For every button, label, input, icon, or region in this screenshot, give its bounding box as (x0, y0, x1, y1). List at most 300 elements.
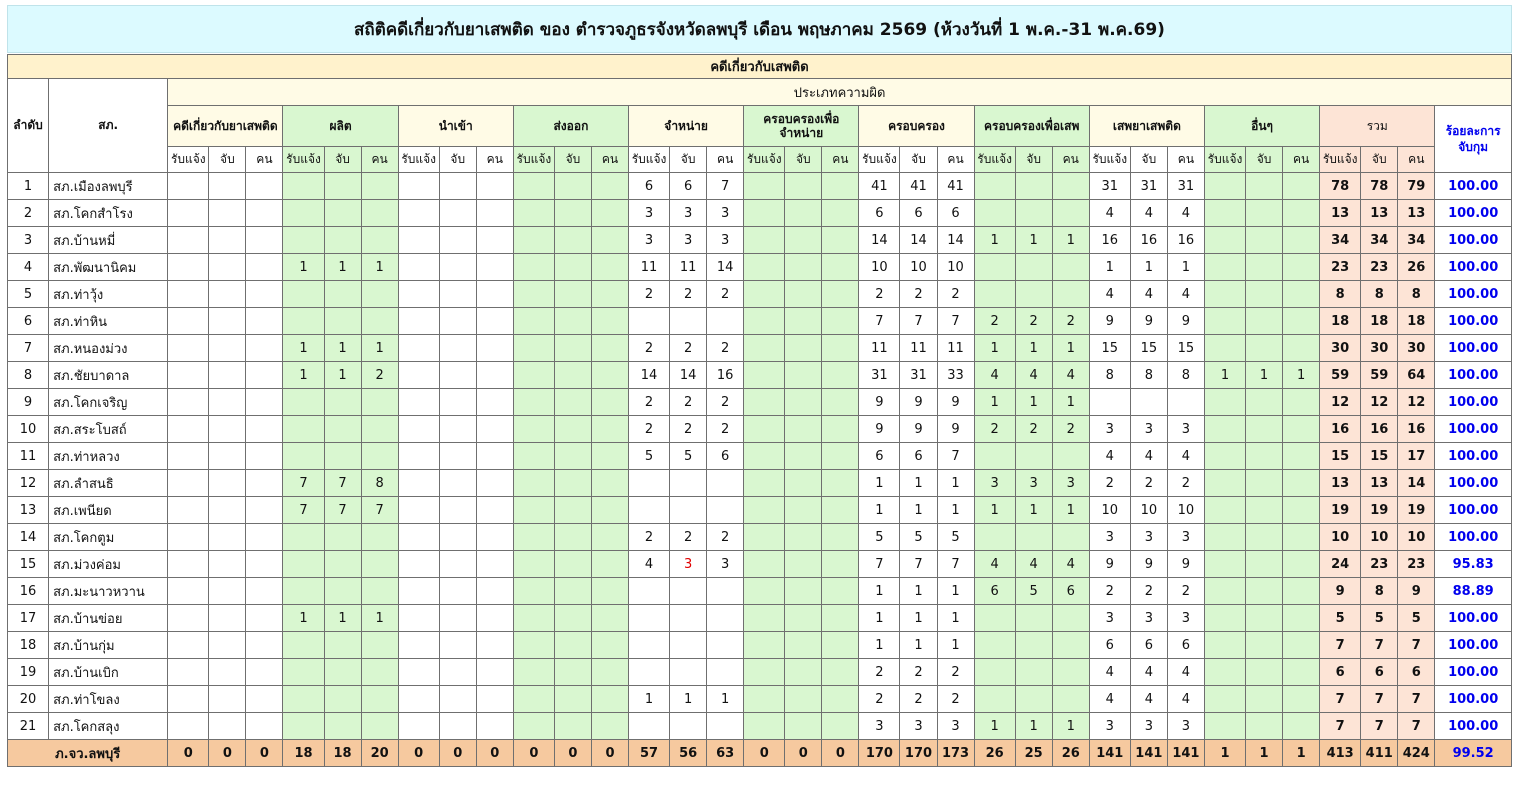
data-cell (398, 713, 439, 740)
data-cell: 5 (900, 524, 937, 551)
data-cell: 3 (707, 200, 744, 227)
row-order: 18 (8, 632, 49, 659)
row-station: สภ.โคกสลุง (49, 713, 168, 740)
data-cell (744, 659, 785, 686)
data-cell (785, 173, 822, 200)
summary-cell: 25 (1015, 740, 1052, 767)
data-cell: 3 (1089, 605, 1130, 632)
data-cell (398, 254, 439, 281)
data-cell (670, 713, 707, 740)
data-cell (554, 443, 591, 470)
data-cell: 11 (937, 335, 974, 362)
total-cell: 19 (1361, 497, 1398, 524)
data-cell: 4 (1130, 443, 1167, 470)
data-cell (324, 659, 361, 686)
data-cell (246, 497, 283, 524)
total-cell: 17 (1398, 443, 1435, 470)
total-cell: 6 (1361, 659, 1398, 686)
data-cell (1052, 281, 1089, 308)
data-cell: 9 (900, 389, 937, 416)
arrest-rate-cell: 100.00 (1435, 308, 1512, 335)
data-cell (1283, 254, 1320, 281)
data-cell (476, 524, 513, 551)
data-cell (822, 524, 859, 551)
data-cell (476, 659, 513, 686)
data-cell: 4 (1015, 362, 1052, 389)
header-sub: จับ (439, 147, 476, 173)
total-cell: 24 (1320, 551, 1361, 578)
data-cell (1283, 389, 1320, 416)
data-cell: 4 (1089, 200, 1130, 227)
data-cell: 3 (1089, 713, 1130, 740)
table-row (8, 416, 1512, 443)
data-cell: 3 (1089, 416, 1130, 443)
data-cell: 1 (1130, 254, 1167, 281)
data-cell (554, 281, 591, 308)
data-cell: 1 (859, 497, 900, 524)
header-sub: รับแจ้ง (744, 147, 785, 173)
data-cell (476, 200, 513, 227)
data-cell: 2 (670, 524, 707, 551)
data-cell (974, 200, 1015, 227)
header-sub: จับ (1015, 147, 1052, 173)
data-cell (785, 713, 822, 740)
data-cell: 1 (361, 605, 398, 632)
header-group: นำเข้า (398, 106, 513, 147)
data-cell (209, 389, 246, 416)
data-cell (246, 632, 283, 659)
summary-cell: 170 (900, 740, 937, 767)
data-cell (744, 389, 785, 416)
data-cell: 4 (1130, 200, 1167, 227)
data-cell (283, 416, 324, 443)
table-row (8, 308, 1512, 335)
data-cell (476, 173, 513, 200)
header-group: จำหน่าย (629, 106, 744, 147)
data-cell (822, 173, 859, 200)
data-cell: 1 (283, 605, 324, 632)
header-sub: จับ (209, 147, 246, 173)
data-cell: 3 (629, 227, 670, 254)
data-cell: 1 (1246, 362, 1283, 389)
row-station: สภ.บ้านกุ่ม (49, 632, 168, 659)
data-cell (1246, 335, 1283, 362)
data-cell (591, 389, 628, 416)
data-cell (476, 686, 513, 713)
data-cell (398, 497, 439, 524)
total-cell: 34 (1320, 227, 1361, 254)
data-cell: 7 (283, 470, 324, 497)
arrest-rate-cell: 100.00 (1435, 416, 1512, 443)
data-cell (822, 443, 859, 470)
data-cell (439, 524, 476, 551)
data-cell (1283, 551, 1320, 578)
data-cell (476, 308, 513, 335)
data-cell (168, 173, 209, 200)
data-cell: 41 (900, 173, 937, 200)
row-order: 7 (8, 335, 49, 362)
total-cell: 13 (1398, 200, 1435, 227)
data-cell (476, 605, 513, 632)
summary-total-cell: 413 (1320, 740, 1361, 767)
data-cell (361, 227, 398, 254)
header-offense-type: ประเภทความผิด (168, 79, 1512, 106)
data-cell (168, 389, 209, 416)
data-cell: 4 (1089, 443, 1130, 470)
data-cell (324, 389, 361, 416)
total-cell: 19 (1398, 497, 1435, 524)
total-cell: 5 (1361, 605, 1398, 632)
header-group: ครอบครอง (859, 106, 974, 147)
data-cell: 11 (670, 254, 707, 281)
total-cell: 8 (1361, 281, 1398, 308)
total-cell: 79 (1398, 173, 1435, 200)
data-cell (1283, 308, 1320, 335)
row-station: สภ.โคกสำโรง (49, 200, 168, 227)
data-cell (785, 524, 822, 551)
data-cell (822, 470, 859, 497)
data-cell (168, 443, 209, 470)
data-cell: 3 (1015, 470, 1052, 497)
data-cell (1204, 497, 1245, 524)
data-cell (361, 713, 398, 740)
data-cell (591, 335, 628, 362)
data-cell: 3 (670, 200, 707, 227)
header-sub: รับแจ้ง (1204, 147, 1245, 173)
data-cell (1015, 281, 1052, 308)
data-cell (629, 659, 670, 686)
total-cell: 14 (1398, 470, 1435, 497)
total-cell: 9 (1398, 578, 1435, 605)
data-cell: 2 (900, 281, 937, 308)
data-cell: 6 (937, 200, 974, 227)
data-cell (168, 713, 209, 740)
header-sub: คน (1052, 147, 1089, 173)
data-cell (974, 659, 1015, 686)
data-cell (476, 470, 513, 497)
data-cell: 9 (1167, 308, 1204, 335)
data-cell (324, 173, 361, 200)
data-cell: 2 (629, 416, 670, 443)
data-cell (629, 713, 670, 740)
data-cell: 9 (1130, 551, 1167, 578)
row-station: สภ.บ้านข่อย (49, 605, 168, 632)
arrest-rate-cell: 100.00 (1435, 254, 1512, 281)
data-cell: 6 (1130, 632, 1167, 659)
table-row (8, 605, 1512, 632)
data-cell: 2 (1167, 578, 1204, 605)
data-cell (324, 227, 361, 254)
data-cell: 2 (974, 308, 1015, 335)
data-cell (398, 605, 439, 632)
data-cell: 4 (1089, 281, 1130, 308)
row-station: สภ.มะนาวหวาน (49, 578, 168, 605)
data-cell (1204, 713, 1245, 740)
data-cell (476, 227, 513, 254)
data-cell (168, 308, 209, 335)
data-cell (283, 281, 324, 308)
data-cell (1246, 632, 1283, 659)
total-cell: 19 (1320, 497, 1361, 524)
data-cell: 2 (629, 335, 670, 362)
total-cell: 30 (1361, 335, 1398, 362)
table-row (8, 281, 1512, 308)
data-cell: 1 (283, 254, 324, 281)
table-row (8, 443, 1512, 470)
data-cell (283, 200, 324, 227)
arrest-rate-cell: 100.00 (1435, 227, 1512, 254)
data-cell (283, 173, 324, 200)
data-cell: 33 (937, 362, 974, 389)
data-cell (1246, 173, 1283, 200)
data-cell (1283, 416, 1320, 443)
data-cell (439, 335, 476, 362)
data-cell (554, 227, 591, 254)
data-cell (476, 578, 513, 605)
data-cell (324, 416, 361, 443)
data-cell (554, 308, 591, 335)
header-sub: จับ (554, 147, 591, 173)
data-cell: 6 (974, 578, 1015, 605)
data-cell (283, 686, 324, 713)
total-cell: 7 (1398, 713, 1435, 740)
data-cell (744, 497, 785, 524)
total-cell: 8 (1320, 281, 1361, 308)
data-cell (1246, 605, 1283, 632)
data-cell: 1 (324, 335, 361, 362)
data-cell (1052, 659, 1089, 686)
data-cell: 6 (670, 173, 707, 200)
data-cell (744, 470, 785, 497)
header-sub: รับแจ้ง (1320, 147, 1361, 173)
data-cell: 1 (1204, 362, 1245, 389)
data-cell (744, 308, 785, 335)
data-cell (398, 470, 439, 497)
summary-cell: 26 (974, 740, 1015, 767)
row-station: สภ.สระโบสถ์ (49, 416, 168, 443)
data-cell (168, 200, 209, 227)
data-cell (1052, 632, 1089, 659)
data-cell (361, 686, 398, 713)
data-cell: 2 (937, 659, 974, 686)
summary-cell: 1 (1246, 740, 1283, 767)
data-cell: 3 (1089, 524, 1130, 551)
data-cell: 1 (324, 362, 361, 389)
row-order: 5 (8, 281, 49, 308)
header-sub: จับ (900, 147, 937, 173)
data-cell (1204, 389, 1245, 416)
data-cell (476, 497, 513, 524)
total-cell: 12 (1320, 389, 1361, 416)
header-group: ครอบครองเพื่อจำหน่าย (744, 106, 859, 147)
data-cell (707, 308, 744, 335)
data-cell (744, 443, 785, 470)
data-cell (629, 605, 670, 632)
data-cell (209, 497, 246, 524)
data-cell (513, 470, 554, 497)
header-total: รวม (1320, 106, 1435, 147)
total-cell: 18 (1320, 308, 1361, 335)
data-cell (439, 632, 476, 659)
data-cell (591, 497, 628, 524)
data-cell (361, 551, 398, 578)
arrest-rate-cell: 100.00 (1435, 200, 1512, 227)
data-cell (246, 281, 283, 308)
data-cell (1052, 254, 1089, 281)
data-cell (209, 362, 246, 389)
summary-cell: 141 (1089, 740, 1130, 767)
data-cell (1167, 389, 1204, 416)
data-cell: 3 (1167, 524, 1204, 551)
data-cell (744, 416, 785, 443)
header-sub: คน (1167, 147, 1204, 173)
data-cell: 31 (1089, 173, 1130, 200)
summary-cell: 0 (513, 740, 554, 767)
data-cell (1204, 470, 1245, 497)
data-cell: 2 (937, 686, 974, 713)
data-cell: 11 (629, 254, 670, 281)
data-cell (822, 254, 859, 281)
total-cell: 16 (1361, 416, 1398, 443)
summary-cell: 0 (744, 740, 785, 767)
data-cell: 2 (707, 524, 744, 551)
data-cell (361, 443, 398, 470)
data-cell: 4 (1167, 686, 1204, 713)
data-cell: 2 (859, 686, 900, 713)
total-cell: 30 (1398, 335, 1435, 362)
data-cell (361, 173, 398, 200)
data-cell (246, 173, 283, 200)
data-cell (591, 173, 628, 200)
data-cell: 8 (1130, 362, 1167, 389)
data-cell (554, 659, 591, 686)
header-sub: จับ (1361, 147, 1398, 173)
data-cell (785, 416, 822, 443)
data-cell (785, 605, 822, 632)
data-cell (168, 227, 209, 254)
data-cell: 4 (1052, 551, 1089, 578)
data-cell (554, 551, 591, 578)
data-cell: 16 (707, 362, 744, 389)
data-cell (554, 524, 591, 551)
data-cell: 3 (1167, 416, 1204, 443)
data-cell (554, 605, 591, 632)
data-cell: 2 (707, 281, 744, 308)
data-cell (1246, 308, 1283, 335)
data-cell (707, 632, 744, 659)
data-cell (822, 281, 859, 308)
data-cell (324, 632, 361, 659)
data-cell: 1 (974, 335, 1015, 362)
header-sub: รับแจ้ง (513, 147, 554, 173)
header-arrest-rate: ร้อยละการจับกุม (1435, 106, 1512, 173)
data-cell: 4 (1089, 659, 1130, 686)
data-cell (1204, 632, 1245, 659)
data-cell (246, 362, 283, 389)
data-cell (591, 470, 628, 497)
data-cell: 4 (1167, 200, 1204, 227)
total-cell: 7 (1398, 686, 1435, 713)
data-cell: 3 (707, 227, 744, 254)
data-cell (1246, 713, 1283, 740)
data-cell (246, 335, 283, 362)
table-row (8, 632, 1512, 659)
data-cell (283, 227, 324, 254)
data-cell (1015, 605, 1052, 632)
data-cell (439, 308, 476, 335)
total-cell: 16 (1320, 416, 1361, 443)
data-cell (629, 578, 670, 605)
data-cell (1015, 254, 1052, 281)
data-cell: 1 (974, 227, 1015, 254)
data-cell (361, 200, 398, 227)
data-cell (513, 605, 554, 632)
header-sub: จับ (670, 147, 707, 173)
data-cell: 31 (1167, 173, 1204, 200)
data-cell: 14 (670, 362, 707, 389)
row-station: สภ.ม่วงค่อม (49, 551, 168, 578)
total-cell: 78 (1361, 173, 1398, 200)
summary-cell: 173 (937, 740, 974, 767)
summary-cell: 0 (398, 740, 439, 767)
data-cell (1246, 254, 1283, 281)
data-cell (1246, 578, 1283, 605)
data-cell (168, 632, 209, 659)
data-cell: 1 (900, 497, 937, 524)
data-cell (591, 524, 628, 551)
total-cell: 59 (1320, 362, 1361, 389)
data-cell: 16 (1130, 227, 1167, 254)
data-cell (1204, 605, 1245, 632)
data-cell (1246, 227, 1283, 254)
data-cell (439, 659, 476, 686)
total-cell: 15 (1320, 443, 1361, 470)
data-cell (1130, 389, 1167, 416)
data-cell (398, 200, 439, 227)
data-cell: 1 (1052, 389, 1089, 416)
summary-row (8, 740, 1512, 767)
data-cell (822, 605, 859, 632)
data-cell (822, 362, 859, 389)
data-cell (513, 713, 554, 740)
data-cell: 9 (937, 416, 974, 443)
data-cell (361, 281, 398, 308)
data-cell (283, 551, 324, 578)
total-cell: 13 (1361, 200, 1398, 227)
data-cell (1015, 200, 1052, 227)
data-cell (974, 281, 1015, 308)
data-cell (785, 497, 822, 524)
row-order: 11 (8, 443, 49, 470)
data-cell: 1 (937, 605, 974, 632)
total-cell: 26 (1398, 254, 1435, 281)
table-row (8, 227, 1512, 254)
data-cell (513, 254, 554, 281)
data-cell: 1 (629, 686, 670, 713)
data-cell: 14 (900, 227, 937, 254)
data-cell: 2 (1130, 470, 1167, 497)
data-cell (554, 335, 591, 362)
row-order: 19 (8, 659, 49, 686)
data-cell (1283, 200, 1320, 227)
total-cell: 8 (1398, 281, 1435, 308)
row-station: สภ.ท่าหิน (49, 308, 168, 335)
data-cell (246, 308, 283, 335)
data-cell (513, 335, 554, 362)
data-cell (398, 659, 439, 686)
header-sub: คน (937, 147, 974, 173)
data-cell: 9 (1130, 308, 1167, 335)
